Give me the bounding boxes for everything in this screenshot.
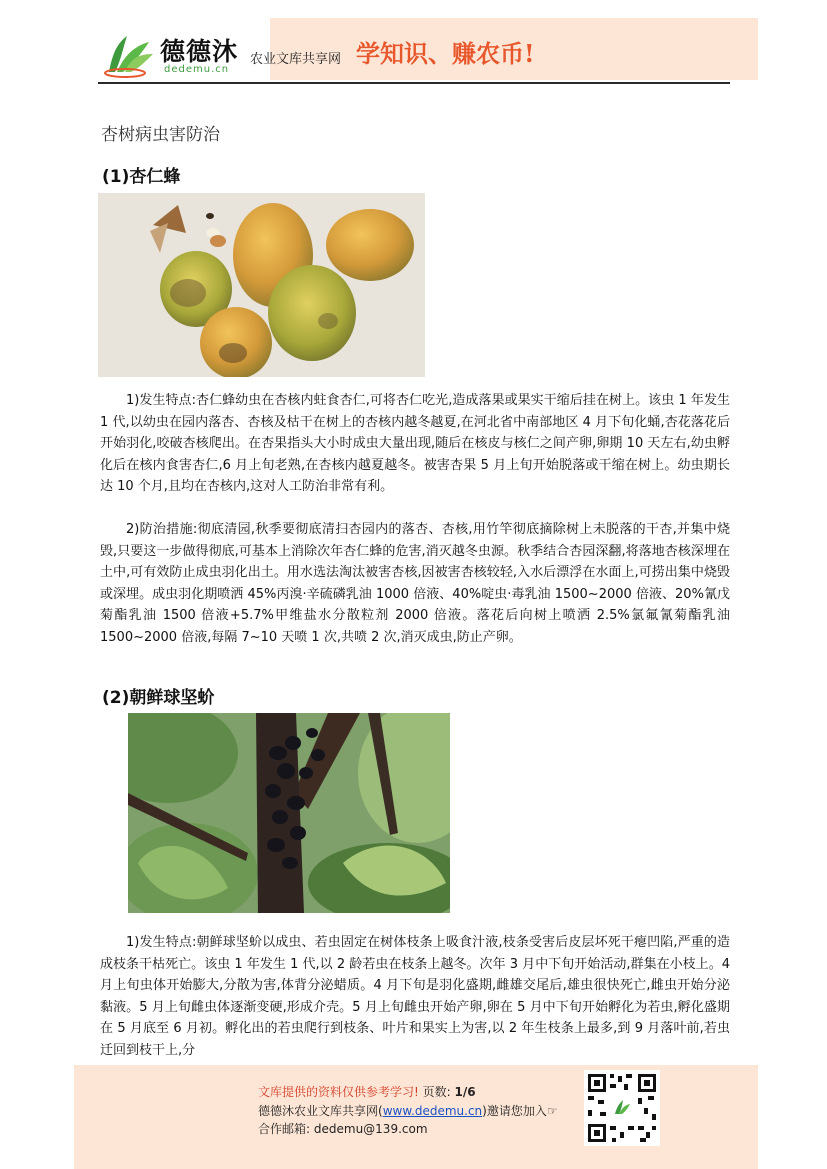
page-current: 1 bbox=[454, 1085, 463, 1099]
footer-site-suffix: )邀请您加入☞ bbox=[482, 1104, 558, 1118]
paragraph-apricot-wasp-features: 1)发生特点:杏仁蜂幼虫在杏核内蛀食杏仁,可将杏仁吃光,造成落果或果实干缩后挂在树上。该虫 1 年发生 1 代,以幼虫在园内落杏、杏核及枯干在树上的杏核内越冬越夏,在河北省中南部地区 4 月下旬化蛹,杏花落花后开始羽化,咬破杏核爬出。在杏果指头大小时成虫大量出现,随后在核皮与核仁之间产卵,卵期 10 天左右,幼虫孵化后在核内食害杏仁,6 月上旬老熟,在杏核内越夏越冬。被害杏果 5 月上旬开始脱落或干缩在树上。幼虫期长达 10 个月,且均在杏核内,这对人工防治非常有利。 bbox=[100, 393, 730, 495]
footer-site-row bbox=[258, 1102, 558, 1119]
qr-code-icon bbox=[584, 1070, 660, 1146]
header-divider bbox=[98, 82, 730, 84]
footer-email-row bbox=[258, 1120, 428, 1137]
footer-site-prefix: 德德沐农业文库共享网( bbox=[258, 1104, 383, 1118]
email-label: 合作邮箱: bbox=[258, 1122, 311, 1136]
email-address[interactable]: dedemu@139.com bbox=[313, 1122, 428, 1136]
page-separator: / bbox=[462, 1085, 468, 1099]
apricot-wasp-photo bbox=[98, 193, 425, 377]
header-slogan: 学知识、赚农币! bbox=[356, 39, 535, 68]
section-heading-apricot-wasp: (1)杏仁蜂 bbox=[102, 167, 181, 187]
brand-domain: dedemu.cn bbox=[164, 64, 230, 75]
section-heading-scale-insect: (2)朝鲜球坚蚧 bbox=[102, 688, 215, 708]
site-label: 农业文库共享网 bbox=[250, 52, 342, 67]
footer-notice-row bbox=[258, 1083, 476, 1100]
site-link[interactable]: www.dedemu.cn bbox=[382, 1104, 483, 1118]
paragraph-apricot-wasp-control: 2)防治措施:彻底清园,秋季要彻底清扫杏园内的落杏、杏核,用竹竿彻底摘除树上未脱落的干杏,并集中烧毁,只要这一步做得彻底,可基本上消除次年杏仁蜂的危害,消灭越冬虫源。秋季结合杏园深翻,将落地杏核深埋在土中,可有效防止成虫羽化出土。用水选法淘汰被害杏核,因被害杏核较轻,入水后漂浮在水面上,可捞出集中烧毁或深埋。成虫羽化期喷洒 45%丙溴·辛硫磷乳油 1000 倍液、40%啶虫·毒乳油 1500~2000 倍液、20%氰戊菊酯乳油 1500 倍液+5.7%甲维盐水分散粒剂 2000 倍液。落花后向树上喷洒 2.5%氯氟氰菊酯乳油 1500~2000 倍液,每隔 7~10 天喷 1 次,共喷 2 次,消灭成虫,防止产卵。 bbox=[100, 522, 730, 645]
page-footer bbox=[74, 1065, 758, 1169]
paragraph-scale-insect-features: 1)发生特点:朝鲜球坚蚧以成虫、若虫固定在树体枝条上吸食汁液,枝条受害后皮层坏死干瘪凹陷,严重的造成枝条干枯死亡。该虫 1 年发生 1 代,以 2 龄若虫在枝条上越冬。次年 3 月中下旬开始活动,群集在小枝上。4 月上旬虫体开始膨大,分散为害,体背分泌蜡质。4 月下旬是羽化盛期,雌雄交尾后,雄虫很快死亡,雌虫开始分泌黏液。5 月上旬雌虫体逐渐变硬,形成介壳。5 月上旬雌虫开始产卵,卵在 5 月中下旬开始孵化为若虫,孵化盛期在 5 月底至 6 月初。孵化出的若虫爬行到枝条、叶片和果实上为害,以 2 年生枝条上最多,到 9 月落叶前,若虫迁回到枝干上,分 bbox=[100, 935, 730, 1058]
brand-name: 德德沐 bbox=[160, 37, 239, 66]
page-label: 页数: bbox=[422, 1085, 451, 1099]
document-title: 杏树病虫害防治 bbox=[101, 125, 220, 145]
footer-notice: 文库提供的资料仅供参考学习! bbox=[258, 1085, 419, 1099]
page-total: 6 bbox=[467, 1085, 476, 1099]
scale-insect-photo bbox=[128, 713, 450, 913]
leaf-logo-icon bbox=[103, 32, 155, 78]
page-header bbox=[98, 18, 758, 84]
